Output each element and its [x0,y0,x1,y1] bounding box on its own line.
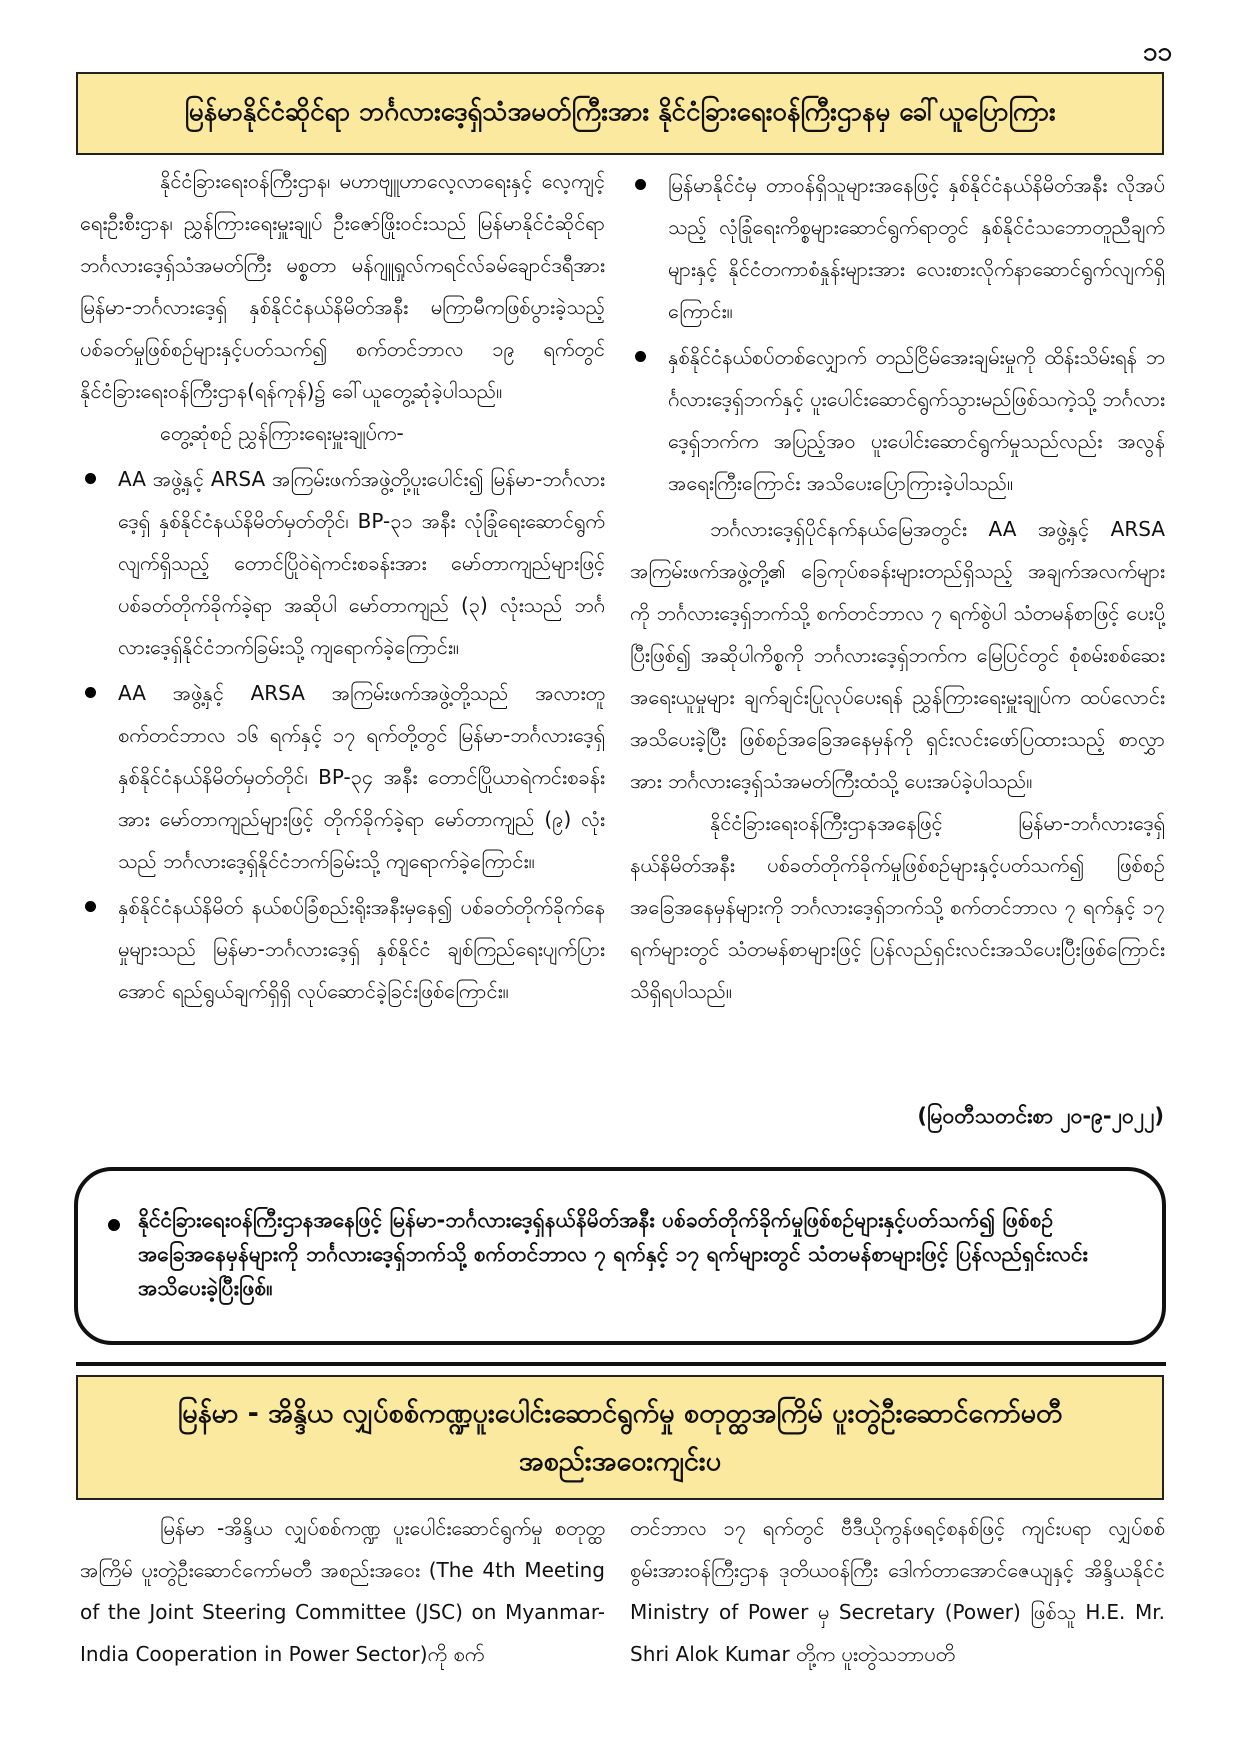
article-2-right-column [630,1507,1165,1675]
article-1-paragraph-right-1: ဘင်္ဂလားဒေ့ရှ်ပိုင်နက်နယ်မြေအတွင်း AA အဖွဲ့နှင့် ARSA အကြမ်းဖက်အဖွဲ့တို့၏ ခြေကုပ်စခန်းများတည်ရှိသည့် အချက်အလက်များကို ဘင်္ဂလားဒေ့ရှ်ဘက်သို့ စက်တင်ဘာလ ၇ ရက်စွဲပါ သံတမန်စာဖြင့် ပေးပို့ပြီးဖြစ်၍ အဆိုပါကိစ္စကို ဘင်္ဂလားဒေ့ရှ်ဘက်က မြေပြင်တွင် စုံစမ်းစစ်ဆေးအရေးယူမှုများ ချက်ချင်းပြုလုပ်ပေးရန် ညွှန်ကြားရေးမှူးချုပ်က ထပ်လောင်းအသိပေးခဲ့ပြီး ဖြစ်စဉ်အခြေအနေမှန်ကို ရှင်းလင်းဖော်ပြထားသည့် စာလွှာအား ဘင်္ဂလားဒေ့ရှ်သံအမတ်ကြီးထံသို့ ပေးအပ်ခဲ့ပါသည်။ [630,517,1165,793]
list-item [80,458,605,668]
summary-text: နိုင်ငံခြားရေးဝန်ကြီးဌာနအနေဖြင့် မြန်မာ-ဘင်္ဂလားဒေ့ရှ်နယ်နိမိတ်အနီး ပစ်ခတ်တိုက်ခိုက်မှုဖြစ်စဉ်များနှင့်ပတ်သက်၍ ဖြစ်စဉ်အခြေအနေမှန်များကို ဘင်္ဂလားဒေ့ရှ်ဘက်သို့ စက်တင်ဘာလ ၇ ရက်နှင့် ၁၇ ရက်များတွင် သံတမန်စာများဖြင့် ပြန်လည်ရှင်းလင်းအသိပေးခဲ့ပြီးဖြစ်။ [138,1208,1088,1300]
list-item [630,164,1165,332]
article-2-paragraph-right: တင်ဘာလ ၁၇ ရက်တွင် ဗီဒီယိုကွန်ဖရင့်စနစ်ဖြင့် ကျင်းပရာ လျှပ်စစ်စွမ်းအားဝန်ကြီးဌာန ဒုတိယဝန်ကြီး ဒေါက်တာအောင်ဇေယျနှင့် အိန္ဒိယနိုင်ငံ Ministry of Power မှ Secretary (Power) ဖြစ်သူ H.E. Mr. Shri Alok Kumar တို့က ပူးတွဲသဘာပတိ [630,1516,1165,1666]
bullet-icon [635,179,646,190]
article-1-bullets-left [80,458,605,1012]
article-1-title: မြန်မာနိုင်ငံဆိုင်ရာ ဘင်္ဂလားဒေ့ရှ်သံအမတ်ကြီးအား နိုင်ငံခြားရေးဝန်ကြီးဌာနမှ ခေါ်ယူပြောကြား [76,72,1164,155]
bullet-icon [635,351,646,362]
article-2-left-column [80,1507,605,1675]
bullet-text: AA အဖွဲ့နှင့် ARSA အကြမ်းဖက်အဖွဲ့တို့ပူးပေါင်း၍ မြန်မာ-ဘင်္ဂလားဒေ့ရှ် နှစ်နိုင်ငံနယ်နိမိတ်မှတ်တိုင်၊ BP-၃၁ အနီး လုံခြုံရေးဆောင်ရွက်လျက်ရှိသည့် တောင်ပြိုဝဲရဲကင်းစခန်းအား မော်တာကျည်များဖြင့် ပစ်ခတ်တိုက်ခိုက်ခဲ့ရာ အဆိုပါ မော်တာကျည် (၃) လုံးသည် ဘင်္ဂလားဒေ့ရှ်နိုင်ငံဘက်ခြမ်းသို့ ကျရောက်ခဲ့ကြောင်း။ [118,467,605,659]
summary-box [74,1167,1166,1345]
article-2-paragraph-left: မြန်မာ -အိန္ဒိယ လျှပ်စစ်ကဏ္ဍ ပူးပေါင်းဆောင်ရွက်မှု စတုတ္ထအကြိမ် ပူးတွဲဦးဆောင်ကော်မတီ အစည်းအဝေး (The 4th Meeting of the Joint Steering Committee (JSC) on Myanmar-India Cooperation in Power Sector)ကို စက် [80,1516,605,1666]
article-1-lead: တွေ့ဆုံစဉ် ညွှန်ကြားရေးမှူးချုပ်က- [160,421,404,445]
article-1-right-column [630,160,1165,1012]
list-item [630,336,1165,504]
article-2-title: မြန်မာ - အိန္ဒိယ လျှပ်စစ်ကဏ္ဍပူးပေါင်းဆောင်ရွက်မှု စတုတ္ထအကြိမ် ပူးတွဲဦးဆောင်ကော်မတီ အစည်းအဝေးကျင်းပ [76,1375,1164,1500]
section-divider [76,1362,1166,1366]
bullet-text: မြန်မာနိုင်ငံမှ တာဝန်ရှိသူများအနေဖြင့် နှစ်နိုင်ငံနယ်နိမိတ်အနီး လိုအပ်သည့် လုံခြုံရေးကိစ္စများဆောင်ရွက်ရာတွင် နှစ်နိုင်ငံသဘောတူညီချက်များနှင့် နိုင်ငံတကာစံနှုန်းများအား လေးစားလိုက်နာဆောင်ရွက်လျက်ရှိကြောင်း။ [668,173,1165,323]
bullet-text: AA အဖွဲ့နှင့် ARSA အကြမ်းဖက်အဖွဲ့တို့သည် အလားတူ စက်တင်ဘာလ ၁၆ ရက်နှင့် ၁၇ ရက်တို့တွင် မြန်မာ-ဘင်္ဂလားဒေ့ရှ် နှစ်နိုင်ငံနယ်နိမိတ်မှတ်တိုင်၊ BP-၃၄ အနီး တောင်ပြိုယာရဲကင်းစခန်းအား မော်တာကျည်များဖြင့် တိုက်ခိုက်ခဲ့ရာ မော်တာကျည် (၉) လုံးသည် ဘင်္ဂလားဒေ့ရှ်နိုင်ငံဘက်ခြမ်းသို့ ကျရောက်ခဲ့ကြောင်း။ [118,681,605,873]
list-item [80,886,605,1012]
article-1-bullets-right [630,164,1165,504]
article-1-intro: နိုင်ငံခြားရေးဝန်ကြီးဌာန၊ မဟာဗျူဟာလေ့လာရေးနှင့် လေ့ကျင့်ရေးဦးစီးဌာန၊ ညွှန်ကြားရေးမှူးချုပ် ဦးဇော်ဖြိုးဝင်းသည် မြန်မာနိုင်ငံဆိုင်ရာ ဘင်္ဂလားဒေ့ရှ်သံအမတ်ကြီး မစ္စတာ မန်ဂျူရှုလ်ကရင်လ်ခမ်ချောင်ဒရီအား မြန်မာ-ဘင်္ဂလားဒေ့ရှ် နှစ်နိုင်ငံနယ်နိမိတ်အနီး မကြာမီကဖြစ်ပွားခဲ့သည့် ပစ်ခတ်မှုဖြစ်စဉ်များနှင့်ပတ်သက်၍ စက်တင်ဘာလ ၁၉ ရက်တွင် နိုင်ငံခြားရေးဝန်ကြီးဌာန(ရန်ကုန်)၌ ခေါ်ယူတွေ့ဆုံခဲ့ပါသည်။ [80,169,605,403]
bullet-icon [108,1219,120,1231]
bullet-text: နှစ်နိုင်ငံနယ်နိမိတ် နယ်စပ်ခြံစည်းရိုးအနီးမှနေ၍ ပစ်ခတ်တိုက်ခိုက်နေမှုများသည် မြန်မာ-ဘင်္ဂလားဒေ့ရှ် နှစ်နိုင်ငံ ချစ်ကြည်ရေးပျက်ပြားအောင် ရည်ရွယ်ချက်ရှိရှိ လုပ်ဆောင်ခဲ့ခြင်းဖြစ်ကြောင်း။ [118,895,605,1003]
page-number: ၁၁ [1142,37,1172,67]
bullet-icon [85,687,96,698]
list-item [80,672,605,882]
article-1-left-column [80,160,605,1016]
bullet-text: နှစ်နိုင်ငံနယ်စပ်တစ်လျှောက် တည်ငြိမ်အေးချမ်းမှုကို ထိန်းသိမ်းရန် ဘင်္ဂလားဒေ့ရှ်ဘက်နှင့် ပူးပေါင်းဆောင်ရွက်သွားမည်ဖြစ်သကဲ့သို့ ဘင်္ဂလားဒေ့ရှ်ဘက်က အပြည့်အဝ ပူးပေါင်းဆောင်ရွက်မှုသည်လည်း အလွန်အရေးကြီးကြောင်း အသိပေးပြောကြားခဲ့ပါသည်။ [668,345,1166,495]
article-1-source: (မြဝတီသတင်းစာ ၂၀-၉-၂၀၂၂) [917,1104,1164,1128]
bullet-icon [85,901,96,912]
bullet-icon [85,473,96,484]
article-1-paragraph-right-2: နိုင်ငံခြားရေးဝန်ကြီးဌာနအနေဖြင့် မြန်မာ-ဘင်္ဂလားဒေ့ရှ် နယ်နိမိတ်အနီး ပစ်ခတ်တိုက်ခိုက်မှုဖြစ်စဉ်များနှင့်ပတ်သက်၍ ဖြစ်စဉ်အခြေအနေမှန်များကို ဘင်္ဂလားဒေ့ရှ်ဘက်သို့ စက်တင်ဘာလ ၇ ရက်နှင့် ၁၇ ရက်များတွင် သံတမန်စာများဖြင့် ပြန်လည်ရှင်းလင်းအသိပေးပြီးဖြစ်ကြောင်း သိရှိရပါသည်။ [630,811,1165,1003]
